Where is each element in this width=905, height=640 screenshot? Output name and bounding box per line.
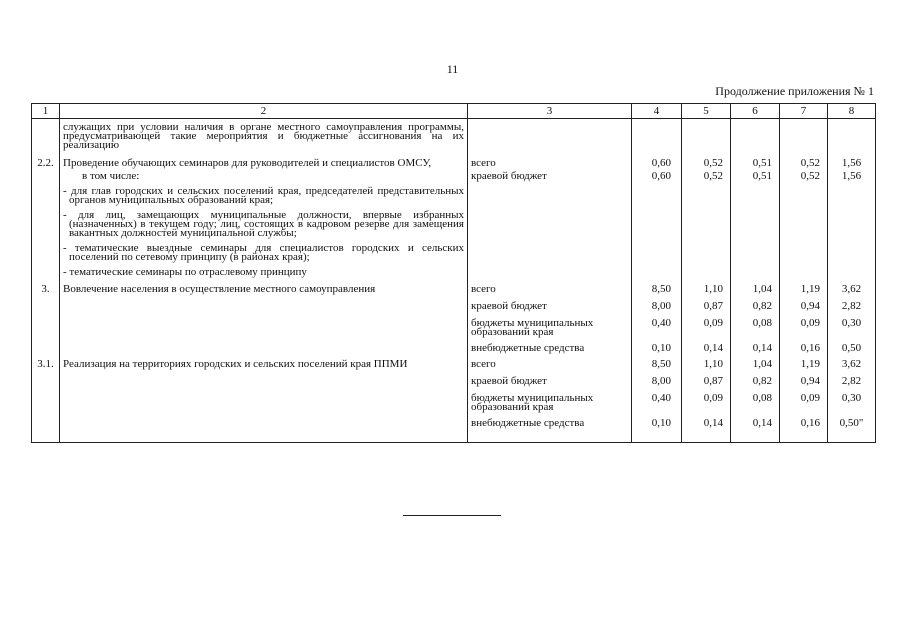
budget-table bbox=[31, 103, 876, 443]
value-cell-text: 0,08 bbox=[752, 392, 772, 404]
description-cell bbox=[60, 356, 468, 372]
value-cell bbox=[828, 241, 876, 265]
value-cell-text: 0,10 bbox=[651, 342, 671, 354]
value-cell bbox=[632, 208, 682, 241]
value-cell bbox=[828, 314, 876, 340]
row-number-cell-text: 2.2. bbox=[37, 157, 54, 169]
funding-source-cell-text: всего bbox=[471, 283, 496, 295]
table-row bbox=[32, 340, 876, 356]
value-cell-text: 0,30 bbox=[841, 317, 862, 329]
value-cell-text: 2,82 bbox=[841, 300, 862, 312]
description-cell bbox=[60, 241, 468, 265]
value-cell bbox=[780, 314, 828, 340]
value-cell-text: 0,82 bbox=[752, 375, 772, 387]
description-cell-text: в том числе: bbox=[82, 170, 140, 182]
value-cell-text: 8,00 bbox=[651, 300, 671, 312]
description-cell-text: Вовлечение населения в осуществление местного самоуправления bbox=[63, 283, 376, 295]
value-cell-text: 0,09 bbox=[800, 317, 820, 329]
value-cell bbox=[780, 281, 828, 297]
value-cell-text: 0,52 bbox=[703, 170, 723, 182]
value-cell bbox=[731, 415, 780, 443]
funding-source-cell bbox=[468, 241, 632, 265]
value-cell bbox=[682, 314, 731, 340]
column-header: 5 bbox=[682, 104, 731, 119]
value-cell bbox=[731, 208, 780, 241]
value-cell-text: 2,82 bbox=[841, 375, 862, 387]
funding-source-cell bbox=[468, 265, 632, 281]
page-number: 11 bbox=[446, 62, 459, 76]
value-cell bbox=[632, 415, 682, 443]
value-cell bbox=[632, 389, 682, 415]
row-number-cell bbox=[32, 372, 60, 389]
value-cell-text: 8,50 bbox=[651, 358, 671, 370]
value-cell bbox=[828, 281, 876, 297]
value-cell bbox=[632, 241, 682, 265]
description-cell bbox=[60, 265, 468, 281]
description-cell-text: - для глав городских и сельских поселений края, председателей представительных органов муниципальных образований края; bbox=[63, 185, 464, 206]
funding-source-cell-text: внебюджетные средства bbox=[471, 342, 585, 354]
value-cell-text: 0,08 bbox=[752, 317, 772, 329]
value-cell bbox=[682, 297, 731, 314]
value-cell-text: 0,51 bbox=[752, 157, 772, 169]
value-cell-text: 0,30 bbox=[841, 392, 862, 404]
value-cell-text: 0,09 bbox=[703, 317, 723, 329]
table-row bbox=[32, 314, 876, 340]
value-cell-text: 8,00 bbox=[651, 375, 671, 387]
description-cell-text: - тематические семинары по отраслевому принципу bbox=[63, 266, 307, 278]
column-number-row bbox=[32, 104, 876, 119]
column-header: 1 bbox=[32, 104, 60, 119]
value-cell-text: 1,04 bbox=[752, 358, 772, 370]
value-cell-text: 1,10 bbox=[703, 358, 723, 370]
value-cell-text: 0,40 bbox=[651, 392, 671, 404]
funding-source-cell bbox=[468, 389, 632, 415]
value-cell bbox=[731, 314, 780, 340]
row-number-cell bbox=[32, 184, 60, 208]
description-cell bbox=[60, 154, 468, 170]
value-cell bbox=[632, 119, 682, 155]
value-cell bbox=[632, 297, 682, 314]
value-cell-text: 0,14 bbox=[752, 342, 772, 354]
value-cell bbox=[632, 154, 682, 170]
value-cell bbox=[828, 340, 876, 356]
funding-source-cell bbox=[468, 340, 632, 356]
value-cell bbox=[780, 119, 828, 155]
value-cell bbox=[632, 340, 682, 356]
table-row bbox=[32, 281, 876, 297]
value-cell bbox=[731, 297, 780, 314]
value-cell bbox=[731, 281, 780, 297]
table-row bbox=[32, 356, 876, 372]
table-row bbox=[32, 415, 876, 443]
value-cell bbox=[780, 372, 828, 389]
value-cell bbox=[828, 356, 876, 372]
value-cell bbox=[828, 184, 876, 208]
value-cell bbox=[780, 154, 828, 170]
value-cell bbox=[780, 356, 828, 372]
funding-source-cell bbox=[468, 170, 632, 184]
table-row bbox=[32, 170, 876, 184]
value-cell-text: 1,19 bbox=[800, 283, 820, 295]
value-cell bbox=[682, 265, 731, 281]
table-row bbox=[32, 372, 876, 389]
value-cell-text: 8,50 bbox=[651, 283, 671, 295]
funding-source-cell bbox=[468, 154, 632, 170]
value-cell-text: 0,09 bbox=[703, 392, 723, 404]
value-cell bbox=[731, 154, 780, 170]
value-cell-text: 0,16 bbox=[800, 342, 820, 354]
value-cell bbox=[731, 184, 780, 208]
value-cell-text: 0,82 bbox=[752, 300, 772, 312]
funding-source-cell bbox=[468, 415, 632, 443]
value-cell bbox=[828, 265, 876, 281]
table-body bbox=[32, 119, 876, 443]
value-cell bbox=[828, 208, 876, 241]
column-header: 4 bbox=[632, 104, 682, 119]
value-cell-text: 0,40 bbox=[651, 317, 671, 329]
footer-rule bbox=[403, 515, 501, 516]
value-cell bbox=[731, 340, 780, 356]
value-cell bbox=[682, 340, 731, 356]
value-cell bbox=[780, 208, 828, 241]
value-cell bbox=[632, 184, 682, 208]
table-row bbox=[32, 265, 876, 281]
row-number-cell-text: 3.1. bbox=[37, 358, 54, 370]
value-cell-text: 0,87 bbox=[703, 300, 723, 312]
value-cell bbox=[632, 372, 682, 389]
value-cell bbox=[632, 356, 682, 372]
row-number-cell-text: 3. bbox=[41, 283, 50, 295]
funding-source-cell bbox=[468, 297, 632, 314]
row-number-cell bbox=[32, 241, 60, 265]
value-cell bbox=[682, 154, 731, 170]
row-number-cell bbox=[32, 170, 60, 184]
table-row bbox=[32, 154, 876, 170]
table-row bbox=[32, 184, 876, 208]
description-cell bbox=[60, 389, 468, 415]
value-cell-text: 1,19 bbox=[800, 358, 820, 370]
description-cell-text: Проведение обучающих семинаров для руководителей и специалистов ОМСУ, bbox=[63, 157, 432, 169]
table-row bbox=[32, 208, 876, 241]
funding-source-cell bbox=[468, 184, 632, 208]
column-header: 3 bbox=[468, 104, 632, 119]
continuation-note: Продолжение приложения № 1 bbox=[715, 84, 874, 98]
value-cell-text: 0,51 bbox=[752, 170, 772, 182]
value-cell bbox=[682, 356, 731, 372]
value-cell bbox=[682, 372, 731, 389]
value-cell bbox=[731, 119, 780, 155]
value-cell-text: 0,52 bbox=[703, 157, 723, 169]
value-cell bbox=[632, 265, 682, 281]
value-cell bbox=[632, 170, 682, 184]
description-cell-text: Реализация на территориях городских и сельских поселений края ППМИ bbox=[63, 358, 408, 370]
value-cell bbox=[731, 389, 780, 415]
value-cell bbox=[780, 265, 828, 281]
funding-source-cell bbox=[468, 314, 632, 340]
funding-source-cell bbox=[468, 119, 632, 155]
description-cell-text: - для лиц, замещающих муниципальные должности, впервые избранных (назначенных) в текущем году; лиц, состоящих в кадровом резерве для замещения вакантных должностей муниципальной службы; bbox=[63, 209, 464, 239]
value-cell-text: 0,16 bbox=[800, 417, 820, 429]
value-cell bbox=[828, 170, 876, 184]
row-number-cell bbox=[32, 154, 60, 170]
value-cell-text: 3,62 bbox=[841, 283, 862, 295]
value-cell-text: 1,10 bbox=[703, 283, 723, 295]
value-cell bbox=[632, 281, 682, 297]
value-cell-text: 0,50 bbox=[841, 342, 862, 354]
value-cell bbox=[682, 170, 731, 184]
description-cell bbox=[60, 415, 468, 443]
description-cell-text: - тематические выездные семинары для специалистов городских и сельских поселений по сетевому принципу (в районах края); bbox=[63, 242, 464, 263]
row-number-cell bbox=[32, 415, 60, 443]
value-cell bbox=[828, 372, 876, 389]
description-cell bbox=[60, 119, 468, 155]
value-cell bbox=[828, 154, 876, 170]
value-cell bbox=[731, 170, 780, 184]
funding-source-cell-text: бюджеты муниципальных образований края bbox=[471, 317, 594, 338]
value-cell bbox=[682, 389, 731, 415]
funding-source-cell bbox=[468, 281, 632, 297]
value-cell-text: 0,94 bbox=[800, 300, 820, 312]
value-cell-text: 1,56 bbox=[841, 157, 862, 169]
value-cell-text: 1,04 bbox=[752, 283, 772, 295]
row-number-cell bbox=[32, 340, 60, 356]
funding-source-cell-text: всего bbox=[471, 157, 496, 169]
value-cell bbox=[682, 119, 731, 155]
column-header: 7 bbox=[780, 104, 828, 119]
value-cell-text: 0,60 bbox=[651, 157, 671, 169]
value-cell-text: 0,14 bbox=[752, 417, 772, 429]
description-cell bbox=[60, 340, 468, 356]
funding-source-cell-text: всего bbox=[471, 358, 496, 370]
value-cell bbox=[780, 184, 828, 208]
funding-source-cell-text: краевой бюджет bbox=[471, 300, 547, 312]
value-cell bbox=[780, 297, 828, 314]
value-cell-text: 0,87 bbox=[703, 375, 723, 387]
value-cell-text: 0,60 bbox=[651, 170, 671, 182]
value-cell-text: 0,14 bbox=[703, 417, 723, 429]
value-cell bbox=[780, 241, 828, 265]
value-cell bbox=[682, 281, 731, 297]
value-cell bbox=[632, 314, 682, 340]
funding-source-cell-text: краевой бюджет bbox=[471, 170, 547, 182]
row-number-cell bbox=[32, 119, 60, 155]
description-cell bbox=[60, 208, 468, 241]
value-cell-text: 3,62 bbox=[841, 358, 862, 370]
table-row bbox=[32, 119, 876, 155]
table-row bbox=[32, 297, 876, 314]
column-header: 2 bbox=[60, 104, 468, 119]
funding-source-cell-text: краевой бюджет bbox=[471, 375, 547, 387]
row-number-cell bbox=[32, 208, 60, 241]
value-cell-text: 0,09 bbox=[800, 392, 820, 404]
description-cell bbox=[60, 170, 468, 184]
row-number-cell bbox=[32, 356, 60, 372]
value-cell-text: 1,56 bbox=[841, 170, 862, 182]
value-cell bbox=[731, 241, 780, 265]
column-header: 8 bbox=[828, 104, 876, 119]
row-number-cell bbox=[32, 281, 60, 297]
description-cell bbox=[60, 297, 468, 314]
description-cell bbox=[60, 372, 468, 389]
row-number-cell bbox=[32, 265, 60, 281]
value-cell bbox=[731, 372, 780, 389]
table-row bbox=[32, 241, 876, 265]
value-cell bbox=[780, 415, 828, 443]
value-cell-text: 0,50" bbox=[839, 417, 864, 429]
funding-source-cell bbox=[468, 208, 632, 241]
description-cell bbox=[60, 314, 468, 340]
value-cell bbox=[731, 356, 780, 372]
value-cell bbox=[828, 415, 876, 443]
value-cell bbox=[682, 415, 731, 443]
value-cell bbox=[828, 297, 876, 314]
value-cell-text: 0,52 bbox=[800, 157, 820, 169]
value-cell bbox=[780, 340, 828, 356]
value-cell-text: 0,52 bbox=[800, 170, 820, 182]
description-cell-text: служащих при условии наличия в органе местного самоуправления программы, предусматривающей такие мероприятия и бюджетные ассигнования на их реализацию bbox=[63, 121, 464, 151]
table-container bbox=[31, 103, 875, 443]
value-cell-text: 0,10 bbox=[651, 417, 671, 429]
value-cell bbox=[682, 208, 731, 241]
value-cell-text: 0,14 bbox=[703, 342, 723, 354]
column-header: 6 bbox=[731, 104, 780, 119]
funding-source-cell bbox=[468, 372, 632, 389]
row-number-cell bbox=[32, 314, 60, 340]
value-cell bbox=[828, 119, 876, 155]
row-number-cell bbox=[32, 297, 60, 314]
value-cell bbox=[731, 265, 780, 281]
value-cell bbox=[780, 389, 828, 415]
value-cell bbox=[682, 184, 731, 208]
description-cell bbox=[60, 281, 468, 297]
row-number-cell bbox=[32, 389, 60, 415]
funding-source-cell-text: внебюджетные средства bbox=[471, 417, 585, 429]
value-cell bbox=[682, 241, 731, 265]
funding-source-cell bbox=[468, 356, 632, 372]
value-cell bbox=[780, 170, 828, 184]
description-cell bbox=[60, 184, 468, 208]
funding-source-cell-text: бюджеты муниципальных образований края bbox=[471, 392, 594, 413]
value-cell bbox=[828, 389, 876, 415]
table-row bbox=[32, 389, 876, 415]
value-cell-text: 0,94 bbox=[800, 375, 820, 387]
